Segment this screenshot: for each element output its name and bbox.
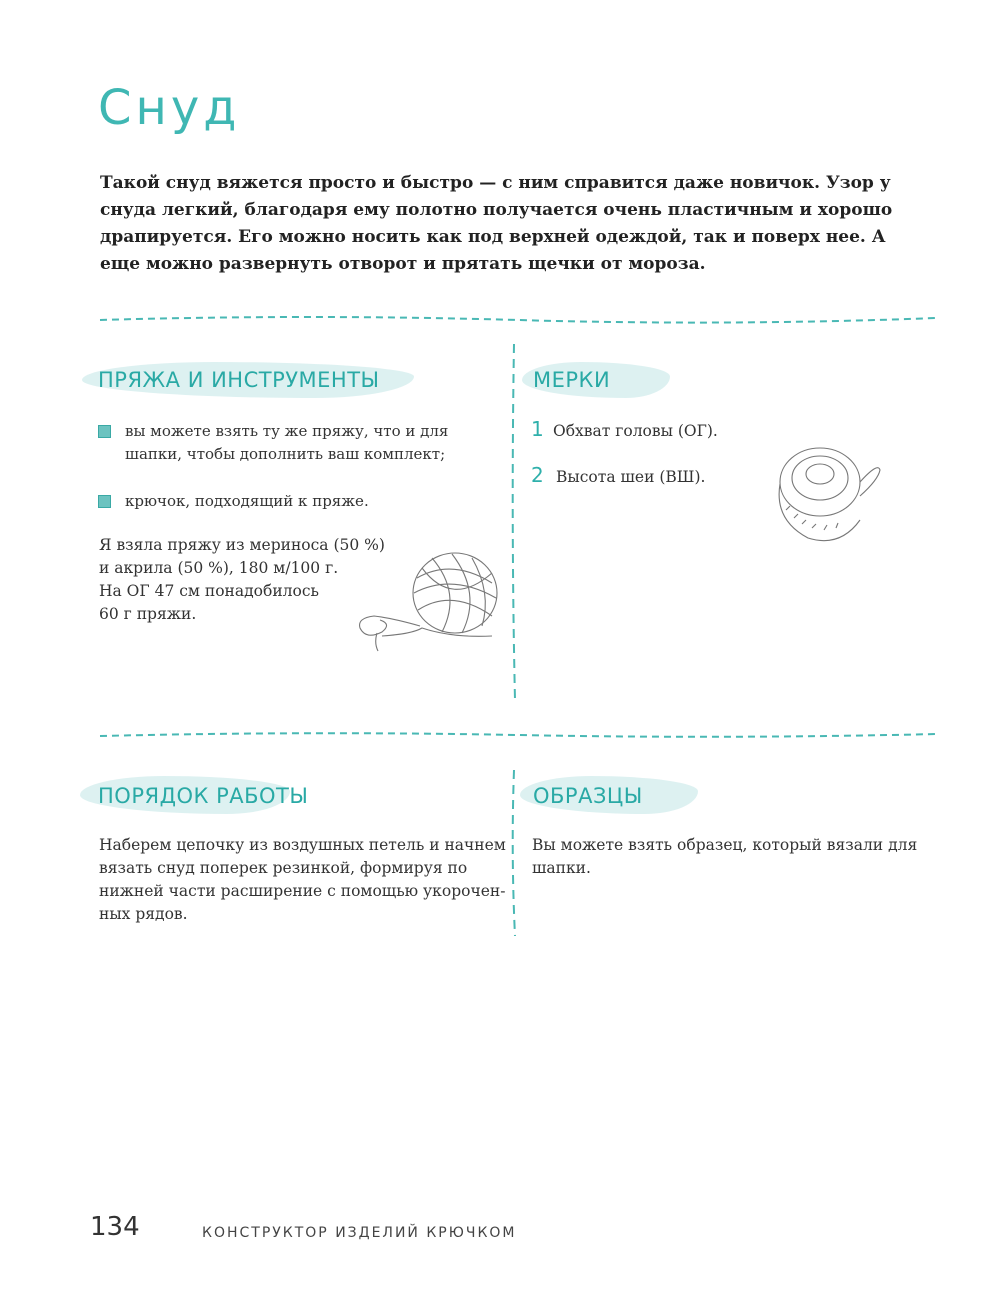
bullet-icon	[98, 495, 111, 508]
procedure-line: нижней части расширение с помощью укорочен-	[99, 882, 506, 900]
measurements-heading: МЕРКИ	[533, 368, 611, 392]
measurement-number: 2	[531, 463, 544, 487]
tape-measure-icon	[768, 440, 888, 548]
vertical-dashed-divider	[508, 768, 520, 938]
samples-line: шапки.	[532, 859, 591, 877]
page-title: Снуд	[98, 80, 241, 136]
yarn-item: вы можете взять ту же пряжу, что и для шапки, чтобы дополнить ваш комплект;	[125, 422, 449, 463]
dashed-divider	[98, 728, 938, 742]
yarn-note-line: Я взяла пряжу из мериноса (50 %)	[99, 536, 385, 554]
samples-heading: ОБРАЗЦЫ	[533, 784, 643, 808]
procedure-line: вязать снуд поперек резинкой, формируя по	[99, 859, 468, 877]
measurement-item: Высота шеи (ВШ).	[556, 468, 706, 486]
yarn-heading: ПРЯЖА И ИНСТРУМЕНТЫ	[98, 368, 380, 392]
dashed-divider	[98, 312, 938, 326]
samples-line: Вы можете взять образец, который вязали для	[532, 836, 918, 854]
yarn-note-line: и акрила (50 %), 180 м/100 г.	[99, 559, 339, 577]
book-title: КОНСТРУКТОР ИЗДЕЛИЙ КРЮЧКОМ	[202, 1225, 517, 1241]
intro-paragraph: Такой снуд вяжется просто и быстро — с ним справится даже новичок. Узор у снуда легкий, благодаря ему полотно получается очень пластичным и хорошо драпируется. Его можно носить как под верхней одеждой, так и поверх нее. А еще можно развернуть отворот и прятать щечки от мороза.	[100, 173, 893, 274]
vertical-dashed-divider	[508, 342, 520, 702]
procedure-line: Наберем цепочку из воздушных петель и начнем	[99, 836, 506, 854]
yarn-ball-icon	[352, 548, 502, 663]
yarn-item: крючок, подходящий к пряже.	[125, 492, 369, 510]
bullet-icon	[98, 425, 111, 438]
measurement-number: 1	[531, 417, 544, 441]
measurement-item: Обхват головы (ОГ).	[553, 422, 718, 440]
yarn-note-line: 60 г пряжи.	[99, 605, 197, 623]
procedure-line: ных рядов.	[99, 905, 188, 923]
procedure-heading: ПОРЯДОК РАБОТЫ	[98, 784, 309, 808]
yarn-note-line: На ОГ 47 см понадобилось	[99, 582, 319, 600]
page-number: 134	[90, 1212, 140, 1242]
